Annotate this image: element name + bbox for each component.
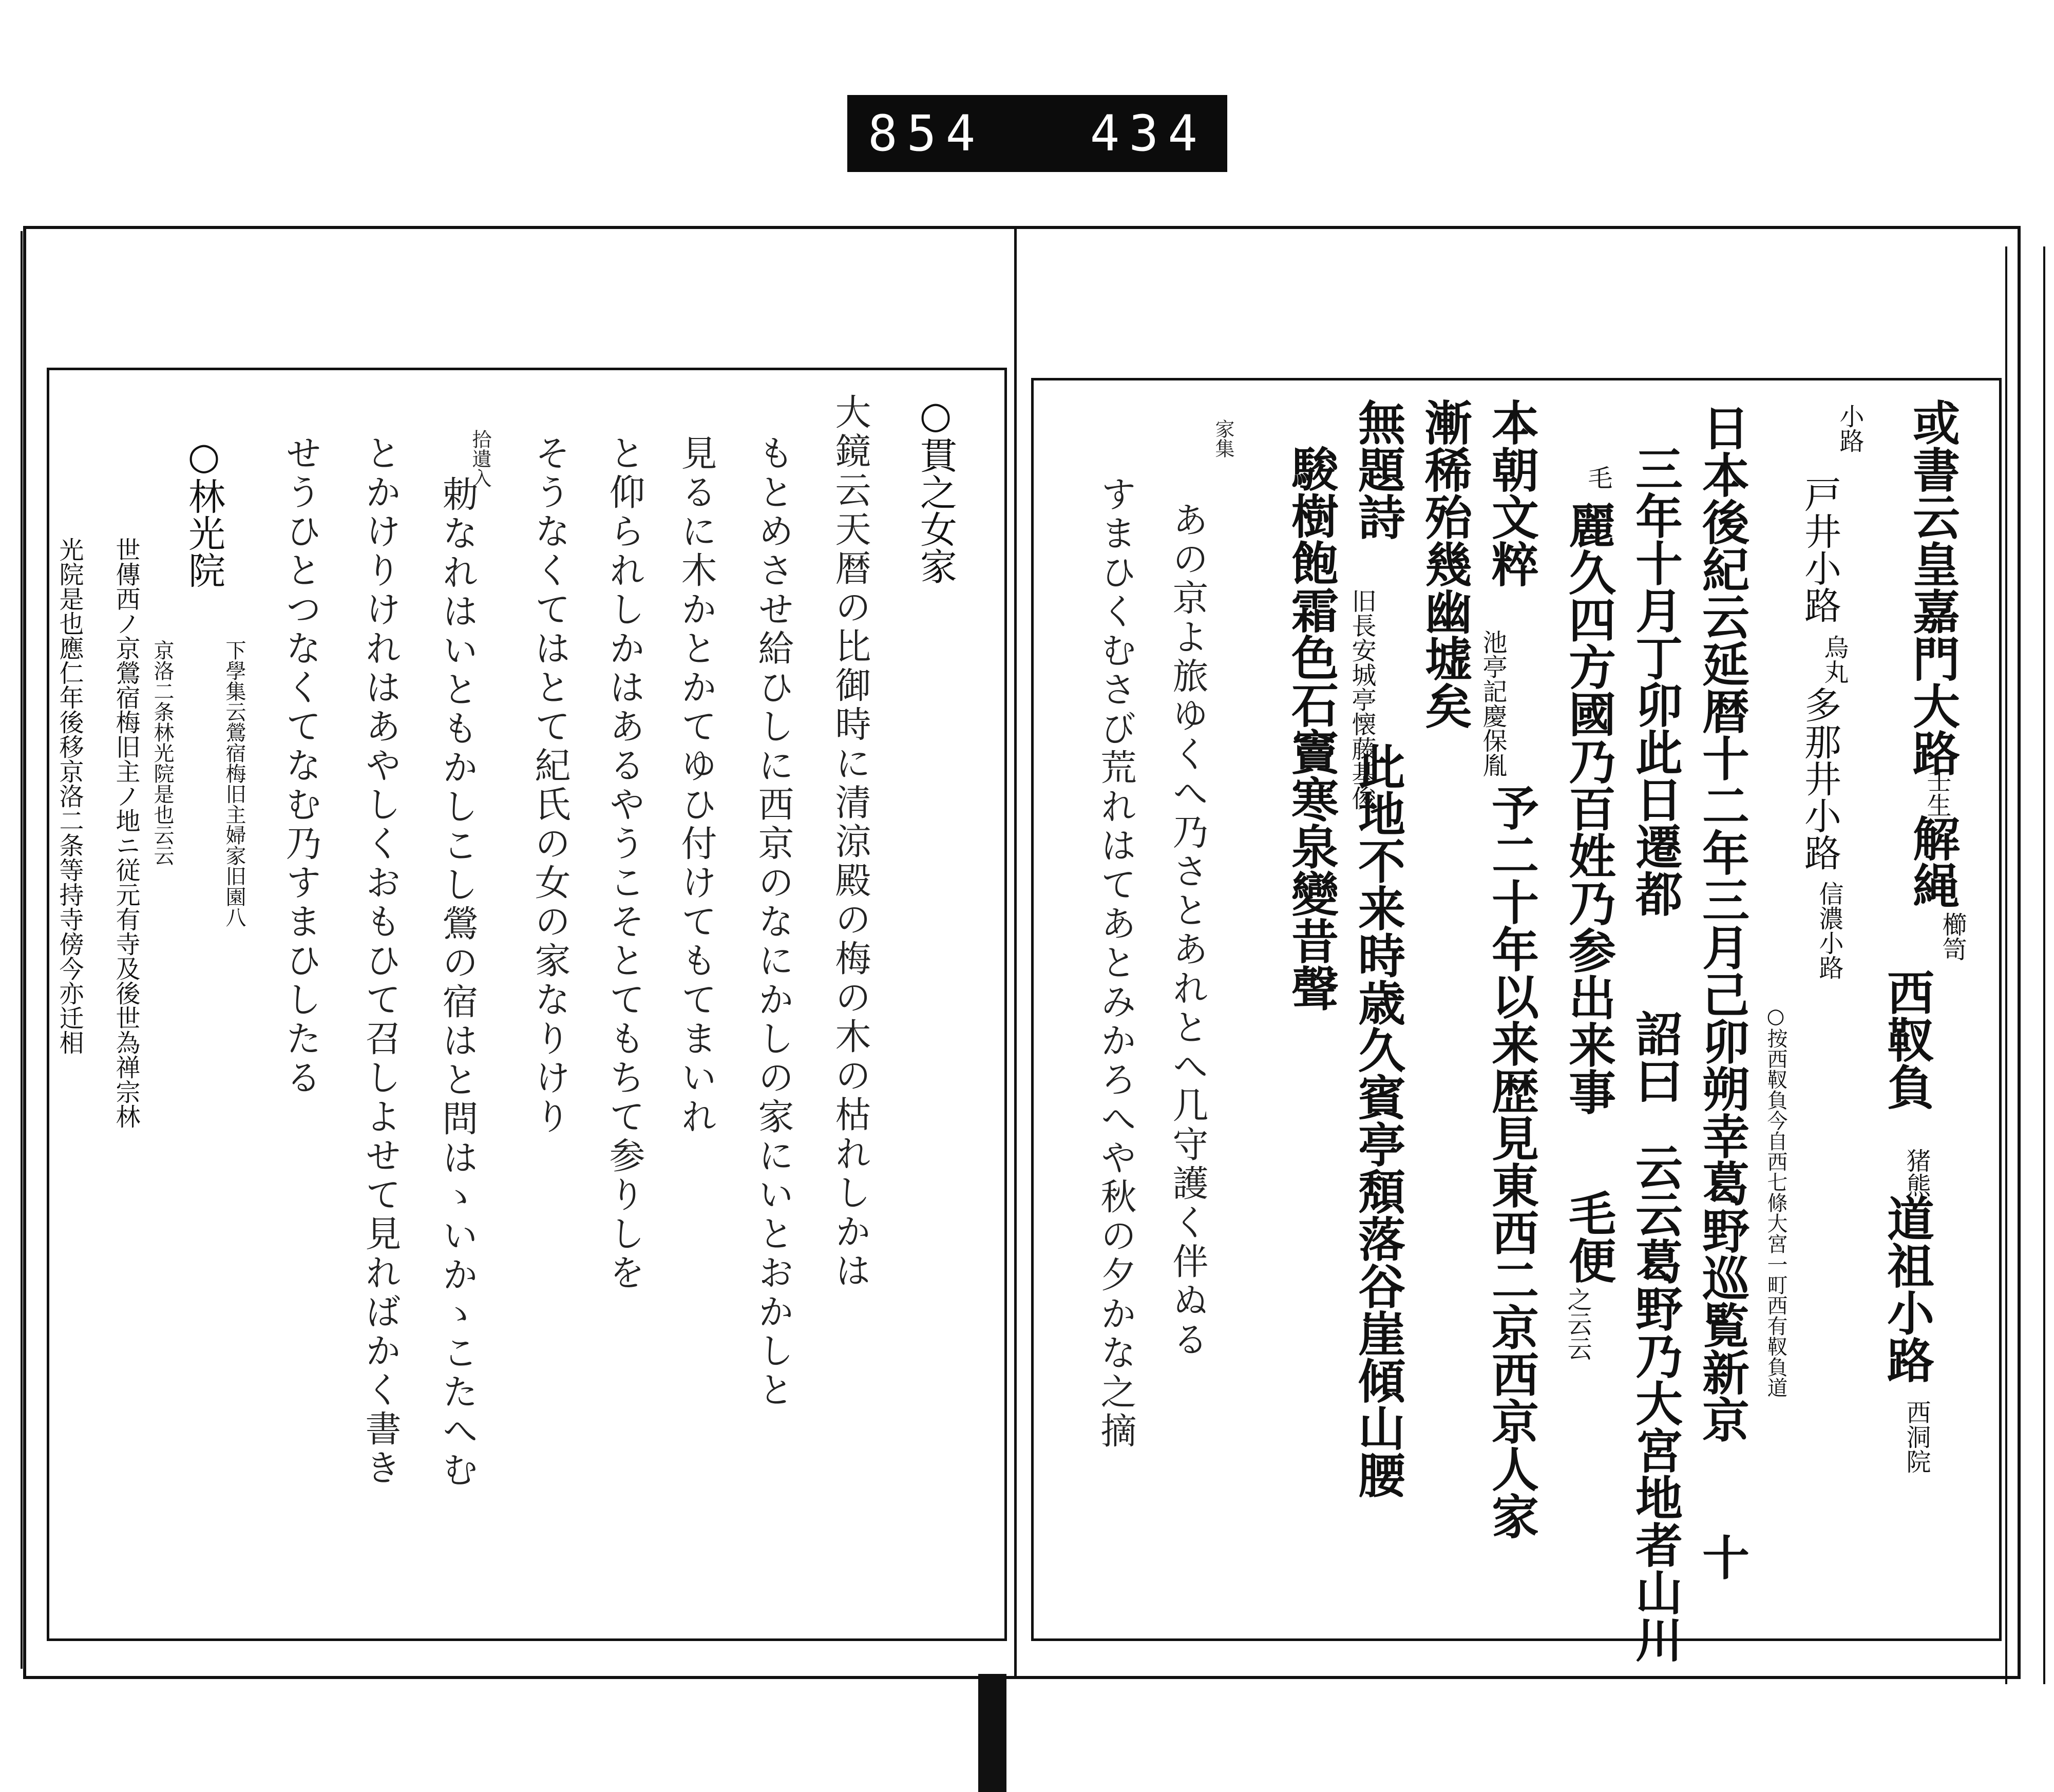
col2-note-main3: ○按西靫負今自西七條大宮一町西有靫負道 (1764, 1004, 1787, 1398)
text-col-f: 勅なれはいともかしこし鶯の宿はと問はゝいかゝこたへむ (436, 475, 479, 1490)
col5b: 毛便 (1561, 1189, 1616, 1284)
archive-label-left: 854 (868, 105, 985, 162)
col1-main4: 道祖小路 (1879, 1194, 1935, 1383)
col4b: 詔曰 (1628, 1009, 1683, 1104)
col6-note: 池亭記慶保胤 (1478, 630, 1507, 777)
text-col-b: もとめさせ給ひしに西京のなにかしの家にいとおかしと (752, 434, 794, 1410)
text-col-9: 駿樹飽霜色石竇寒泉變昔聲 (1284, 445, 1339, 1012)
col1-note4: 西洞院 (1902, 1400, 1931, 1474)
col1-main: 或書云皇嘉門大路 (1905, 398, 1961, 776)
text-col-6: 予二十年以来歴見東西二京西京人家 (1484, 784, 1539, 1539)
left-page (23, 226, 1017, 1679)
text-col-1 (1905, 398, 1961, 776)
heading-tsurayuki: ○貫之女家 (914, 393, 957, 584)
text-col-4: 三年十月丁卯此日遷都 (1628, 445, 1683, 917)
col2-note-b: 烏丸 (1820, 635, 1849, 684)
note-kashu: 家集 (1212, 419, 1234, 458)
heading-rinkoin: ○林光院 (182, 434, 225, 588)
text-col-5: 麗久四方國乃百姓乃参出来事 (1561, 501, 1616, 1115)
text-col-g: とかけりけれはあやしくおもひて召しよせて見ればかく書き (359, 434, 402, 1488)
note-kagakushu: 下學集云鶯宿梅旧主婦家旧園八 (222, 640, 246, 927)
text-col-8: 此地不来時歳久賓亭頽落谷崖傾山腰 (1351, 742, 1406, 1498)
text-col-10: あの京よ旅ゆくへ乃さとあれとへ几守護く伴ぬる (1167, 501, 1209, 1360)
col8-note: 旧長安城亭懐藤基俊 (1347, 588, 1376, 810)
col1-main3: 西靫負 (1879, 968, 1935, 1110)
text-col-a: 大鏡云天暦の比御時に清涼殿の梅の木の枯れしかは (829, 393, 871, 1291)
text-col-3: 日本後紀云延暦十二年三月己卯朔幸葛野巡覧新京 (1695, 404, 1750, 1443)
col2-note-c: 信濃小路 (1815, 881, 1843, 980)
right-page (1014, 226, 2021, 1679)
col2-main2: 多那井小路 (1798, 686, 1841, 871)
text-col-8-title: 無題詩 (1351, 398, 1406, 540)
col3-end: 十 (1695, 1533, 1750, 1580)
text-col-11: すまひくむさび荒れはてあとみかろへや秋の夕かな之摘 (1095, 475, 1137, 1451)
text-col-i: 世傳西ノ京鶯宿梅旧主ノ地ニ従元有寺及後世為禅宗林 (111, 537, 140, 1129)
col2-main: 戸井小路 (1798, 475, 1841, 623)
note-shui: 拾遺入 (469, 429, 491, 488)
col1-note3: 猪熊 (1902, 1148, 1931, 1197)
text-col-7: 漸稀殆幾幽墟矣 (1417, 398, 1473, 729)
col5-note: 毛 (1584, 465, 1612, 490)
col1-main2: 解䋲 (1905, 814, 1961, 909)
archive-label-right: 434 (1090, 105, 1207, 162)
col1-note: 壬生 (1923, 768, 1951, 817)
text-col-h: せうひとつなくてなむ乃すまひしたる (280, 434, 322, 1098)
archive-label (847, 95, 1227, 172)
text-col-d: と仰られしかはあるやうこそとてもちて参りしを (603, 434, 645, 1293)
col4c: 云云葛野乃大宮地者山川 (1628, 1143, 1683, 1663)
book-spine (978, 1674, 1006, 1792)
book-spread (0, 221, 2054, 1792)
col1-note2: 櫛笥 (1938, 912, 1967, 961)
left-page-edge (0, 231, 23, 1669)
text-col-e: そうなくてはとて紀氏の女の家なりけり (529, 434, 571, 1137)
note-kyoraku: 京洛二条林光院是也云云 (150, 640, 174, 866)
col5c: 之云云 (1563, 1287, 1592, 1361)
text-col-j: 光院是也應仁年後移京洛二条等持寺傍今亦迁相 (55, 537, 84, 1055)
col2-note-a: 小路 (1835, 404, 1864, 453)
text-col-c: 見るに木かとかてゆひ付けてもてまいれ (675, 434, 717, 1137)
text-col-6-title: 本朝文粹 (1484, 398, 1539, 587)
